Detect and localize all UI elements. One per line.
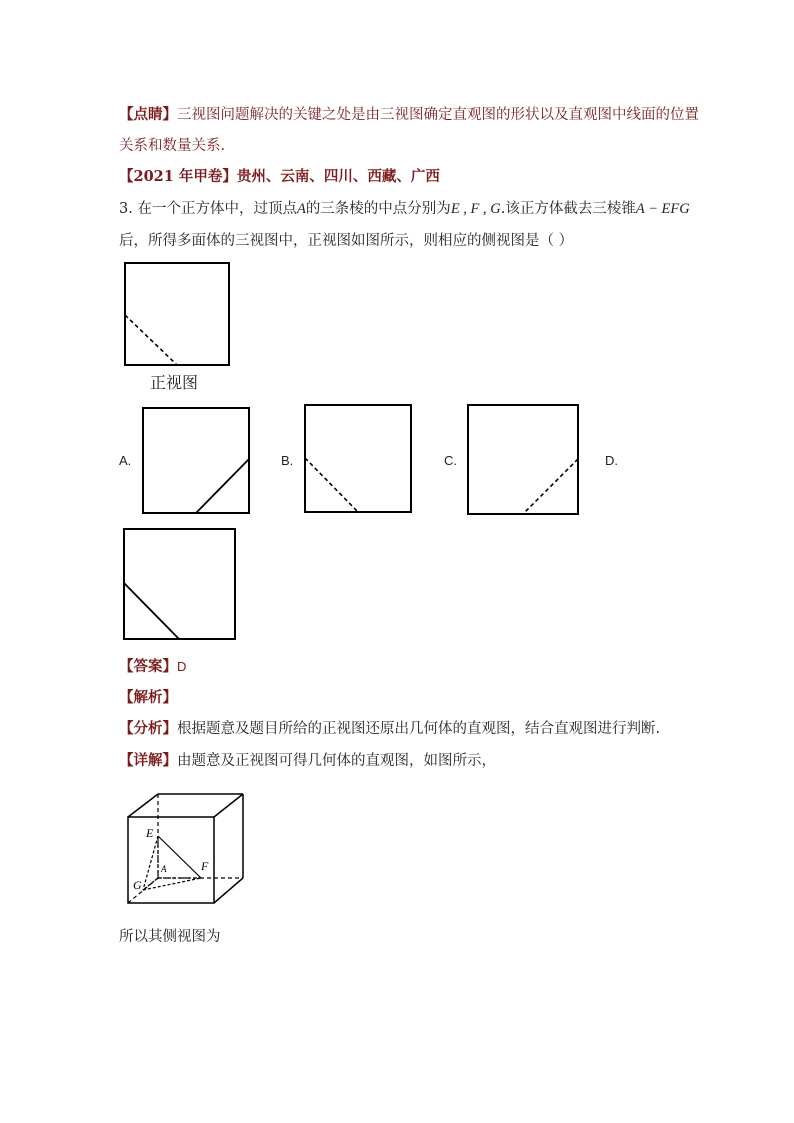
option-d-label: D. [605, 453, 618, 468]
option-a-solid-edge [196, 459, 249, 513]
var-a: A [296, 201, 306, 217]
cube-label-e: E [146, 826, 154, 840]
dianjing-text-1: 三视图问题解决的关键之处是由三视图确定直观图的形状以及直观图中线面的位置 [177, 107, 699, 123]
answer-tag: 【答案】 [119, 658, 177, 675]
analysis-tag: 【解析】 [119, 689, 177, 706]
dianjing-line-2: 关系和数量关系. [119, 138, 226, 154]
option-a-figure [142, 407, 250, 514]
cube-edge-tl [128, 794, 158, 817]
front-view-dashed-edge [125, 315, 177, 365]
option-d-square [124, 529, 235, 639]
option-c-dashed-edge [523, 459, 578, 514]
xiangjie-text: 由题意及正视图可得几何体的直观图，如图所示， [177, 753, 496, 769]
question-number: 3. [119, 201, 133, 217]
conclusion-line: 所以其侧视图为 [119, 929, 221, 945]
fenxi-text: 根据题意及题目所给的正视图还原出几何体的直观图，结合直观图进行判断. [177, 721, 661, 737]
cube-label-f: F [201, 859, 209, 873]
option-b-dashed-edge [305, 458, 358, 512]
front-view-square [125, 263, 229, 365]
cube-figure [125, 790, 247, 905]
front-view-figure [124, 262, 230, 366]
source-line: 【2021 年甲卷】贵州、云南、四川、西藏、广西 [119, 168, 440, 185]
option-d-solid-edge [124, 583, 179, 639]
dianjing-line-1 [119, 103, 699, 124]
option-c-figure [467, 404, 579, 515]
question-line-1 [119, 197, 690, 218]
option-a-square [143, 408, 249, 513]
xiangjie-tag: 【详解】 [119, 752, 177, 769]
option-a-label: A. [119, 453, 132, 468]
fenxi-line [119, 717, 660, 738]
option-b-label: B. [281, 453, 294, 468]
cube-label-g: G [133, 878, 142, 892]
pyramid-edge-eg [143, 836, 158, 890]
fenxi-tag: 【分析】 [119, 720, 177, 737]
cube-label-a: A [161, 864, 167, 874]
var-pyramid: A − EFG [635, 201, 690, 217]
xiangjie-line [119, 749, 496, 770]
option-b-figure [304, 404, 412, 513]
question-line-2: 后，所得多面体的三视图中，正视图如图所示，则相应的侧视图是（ ） [119, 233, 574, 249]
option-b-square [305, 405, 411, 512]
var-efg-list: E , F , G [450, 201, 501, 217]
option-c-label: C. [444, 453, 457, 468]
answer-value: D [177, 659, 187, 674]
front-view-caption: 正视图 [150, 373, 199, 392]
cube-edge-tr [214, 794, 243, 817]
question-text-c: .该正方体截去三棱锥 [500, 201, 636, 217]
question-text-a: 在一个正方体中，过顶点 [137, 201, 297, 217]
option-c-square [468, 405, 578, 514]
dianjing-tag: 【点睛】 [119, 106, 177, 123]
answer-line [119, 655, 186, 676]
cube-edge-br [214, 878, 243, 903]
option-d-figure [123, 528, 236, 640]
question-text-b: 的三条棱的中点分别为 [305, 201, 451, 217]
